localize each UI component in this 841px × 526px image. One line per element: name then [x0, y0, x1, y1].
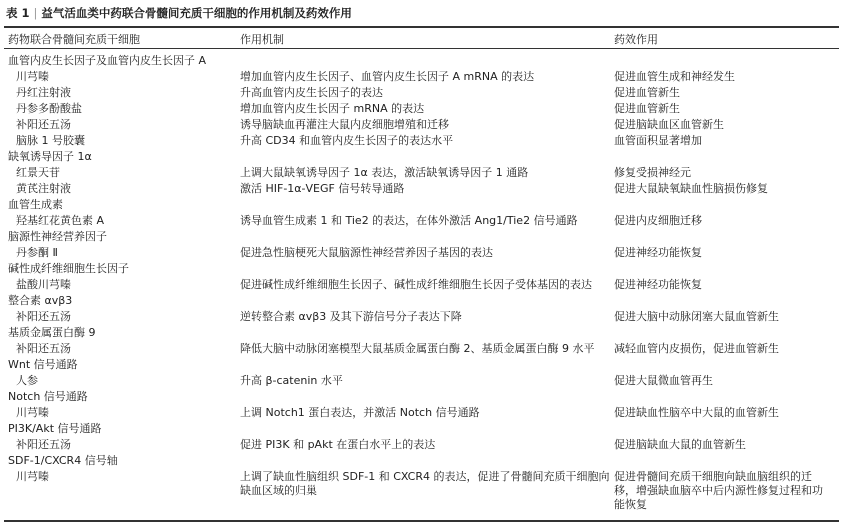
drug-cell: 补阳还五汤 [16, 438, 71, 451]
mechanism-cell: 升高 CD34 和血管内皮生长因子的表达水平 [240, 134, 454, 147]
effect-cell: 减轻血管内皮损伤，促进血管新生 [614, 342, 779, 355]
mechanism-cell: 上调大鼠缺氧诱导因子 1α 表达，激活缺氧诱导因子 1 通路 [240, 166, 529, 179]
mechanism-cell: 增加血管内皮生长因子、血管内皮生长因子 A mRNA 的表达 [240, 70, 535, 83]
effect-cell [614, 470, 823, 512]
effect-cell: 促进大鼠缺氧缺血性脑损伤修复 [614, 182, 768, 195]
mechanism-cell-line: 缺血区域的归巢 [240, 484, 317, 497]
effect-cell: 促进大脑中动脉闭塞大鼠血管新生 [614, 310, 779, 323]
drug-cell: 黄芪注射液 [16, 182, 71, 195]
effect-cell: 促进血管新生 [614, 102, 680, 115]
effect-cell: 促进神经功能恢复 [614, 278, 702, 291]
group-label: 缺氧诱导因子 1α [8, 150, 92, 163]
header-effect: 药效作用 [614, 33, 658, 46]
group-label: SDF-1/CXCR4 信号轴 [8, 454, 118, 467]
drug-cell: 红景天苷 [16, 166, 60, 179]
table-label: 表 1 [6, 6, 30, 20]
mechanism-cell: 促进急性脑梗死大鼠脑源性神经营养因子基因的表达 [240, 246, 493, 259]
mechanism-cell: 升高 β-catenin 水平 [240, 374, 343, 387]
effect-cell: 血管面积显著增加 [614, 134, 702, 147]
group-label: 血管内皮生长因子及血管内皮生长因子 A [8, 54, 207, 67]
drug-cell: 川芎嗪 [16, 406, 49, 419]
group-label: Wnt 信号通路 [8, 358, 78, 371]
header-drug: 药物联合骨髓间充质干细胞 [8, 33, 140, 46]
group-label: 血管生成素 [8, 198, 63, 211]
group-label: 整合素 αvβ3 [8, 294, 73, 307]
effect-cell: 促进脑缺血大鼠的血管新生 [614, 438, 746, 451]
header-mechanism: 作用机制 [240, 33, 284, 46]
drug-cell: 人参 [16, 374, 38, 387]
mechanism-cell: 升高血管内皮生长因子的表达 [240, 86, 383, 99]
drug-cell: 川芎嗪 [16, 470, 49, 483]
drug-cell: 补阳还五汤 [16, 310, 71, 323]
effect-cell-line: 促进骨髓间充质干细胞向缺血脑组织的迁 [614, 470, 812, 483]
mechanism-cell: 上调 Notch1 蛋白表达，并激活 Notch 信号通路 [240, 406, 480, 419]
bottom-rule [4, 520, 839, 522]
drug-cell: 丹红注射液 [16, 86, 71, 99]
mechanism-cell: 逆转整合素 αvβ3 及其下游信号分子表达下降 [240, 310, 462, 323]
effect-cell: 促进脑缺血区血管新生 [614, 118, 724, 131]
effect-cell: 促进缺血性脑卒中大鼠的血管新生 [614, 406, 779, 419]
mechanism-cell [240, 470, 609, 498]
effect-cell: 促进内皮细胞迁移 [614, 214, 702, 227]
effect-cell: 促进神经功能恢复 [614, 246, 702, 259]
mechanism-cell: 诱导血管生成素 1 和 Tie2 的表达，在体外激活 Ang1/Tie2 信号通路 [240, 214, 578, 227]
group-label: Notch 信号通路 [8, 390, 88, 403]
group-label: 基质金属蛋白酶 9 [8, 326, 96, 339]
group-label: 碱性成纤维细胞生长因子 [8, 262, 129, 275]
drug-cell: 脑脉 1 号胶囊 [16, 134, 85, 147]
drug-cell: 补阳还五汤 [16, 118, 71, 131]
group-label: PI3K/Akt 信号通路 [8, 422, 102, 435]
drug-cell: 丹参多酚酸盐 [16, 102, 82, 115]
drug-cell: 盐酸川芎嗪 [16, 278, 71, 291]
drug-cell: 丹参酮 Ⅱ [16, 246, 58, 259]
drug-cell: 川芎嗪 [16, 70, 49, 83]
drug-cell: 羟基红花黄色素 A [16, 214, 105, 227]
mechanism-cell: 诱导脑缺血再灌注大鼠内皮细胞增殖和迁移 [240, 118, 449, 131]
effect-cell-line: 能恢复 [614, 498, 647, 511]
caption-separator: | [33, 6, 38, 20]
mechanism-cell: 激活 HIF-1α-VEGF 信号转导通路 [240, 182, 405, 195]
mechanism-cell-line: 上调了缺血性脑组织 SDF-1 和 CXCR4 的表达，促进了骨髓间充质干细胞向 [240, 470, 610, 483]
effect-cell: 促进血管生成和神经发生 [614, 70, 735, 83]
group-label: 脑源性神经营养因子 [8, 230, 107, 243]
effect-cell: 修复受损神经元 [614, 166, 691, 179]
effect-cell-line: 移，增强缺血脑卒中后内源性修复过程和功 [614, 484, 823, 497]
table-title: 益气活血类中药联合骨髓间充质干细胞的作用机制及药效作用 [41, 6, 352, 20]
mechanism-cell: 降低大脑中动脉闭塞模型大鼠基质金属蛋白酶 2、基质金属蛋白酶 9 水平 [240, 342, 595, 355]
mechanism-cell: 增加血管内皮生长因子 mRNA 的表达 [240, 102, 425, 115]
mechanism-cell: 促进碱性成纤维细胞生长因子、碱性成纤维细胞生长因子受体基因的表达 [240, 278, 592, 291]
effect-cell: 促进大鼠微血管再生 [614, 374, 713, 387]
mechanism-cell: 促进 PI3K 和 pAkt 在蛋白水平上的表达 [240, 438, 436, 451]
effect-cell: 促进血管新生 [614, 86, 680, 99]
drug-cell: 补阳还五汤 [16, 342, 71, 355]
